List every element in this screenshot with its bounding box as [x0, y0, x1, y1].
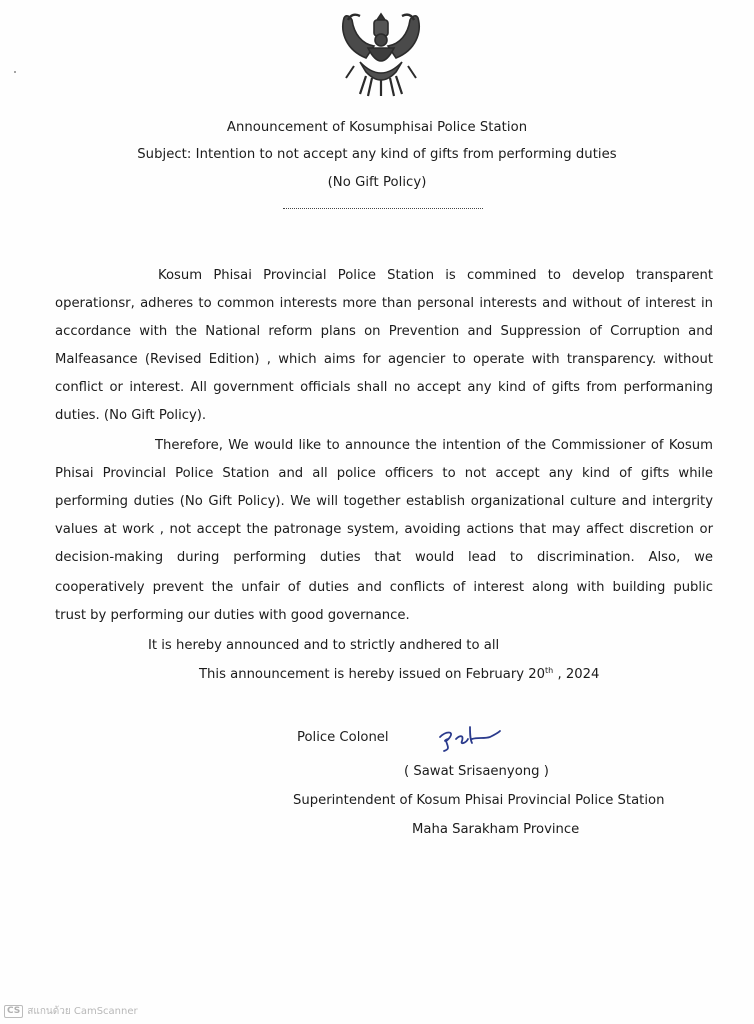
closing-statement: It is hereby announced and to strictly andhered to all: [148, 638, 500, 653]
paragraph1-line: Malfeasance (Revised Edition) , which aims for agencier to operate with transparency. without: [55, 352, 713, 367]
camscanner-watermark: [4, 1004, 138, 1019]
header-separator: [283, 208, 483, 211]
paragraph2-line: performing duties (No Gift Policy). We will together establish organizational culture and intergrity: [55, 494, 713, 509]
paragraph1-line: duties. (No Gift Policy).: [55, 408, 207, 423]
paragraph2-line: values at work , not accept the patronage system, avoiding actions that may affect discretion or: [55, 522, 713, 537]
issue-date-year: , 2024: [553, 667, 600, 682]
officer-rank: Police Colonel: [297, 730, 389, 745]
watermark-text: สแกนด้วย CamScanner: [27, 1006, 138, 1017]
issue-date-prefix: This announcement is hereby issued on February 20: [199, 667, 546, 682]
scan-speck: [14, 71, 16, 73]
province-name: Maha Sarakham Province: [412, 822, 580, 837]
paragraph1-line: accordance with the National reform plans on Prevention and Suppression of Corruption and: [55, 324, 713, 339]
paragraph1-line: conflict or interest. All government officials shall no accept any kind of gifts from performaning: [55, 380, 713, 395]
paragraph2-line: Phisai Provincial Police Station and all police officers to not accept any kind of gifts while: [55, 466, 713, 481]
garuda-emblem-icon: [336, 6, 426, 98]
paragraph2-line: trust by performing our duties with good governance.: [55, 608, 410, 623]
officer-position: Superintendent of Kosum Phisai Provincial Police Station: [293, 793, 665, 808]
camscanner-logo-icon: CS: [4, 1005, 23, 1018]
officer-name: ( Sawat Srisaenyong ): [404, 764, 549, 779]
issue-date: [199, 666, 599, 682]
paragraph2-line: Therefore, We would like to announce the intention of the Commissioner of Kosum: [155, 438, 713, 453]
announcement-subject: Subject: Intention to not accept any kind of gifts from performing duties: [137, 147, 617, 162]
paragraph1-line: operationsr, adheres to common interests more than personal interests and without of interest in: [55, 296, 713, 311]
paragraph2-line: cooperatively prevent the unfair of duties and conflicts of interest along with building public: [55, 580, 713, 595]
paragraph2-line: decision-making during performing duties that would lead to discrimination. Also, we: [55, 550, 713, 565]
signature-icon: [436, 723, 508, 753]
paragraph1-line: Kosum Phisai Provincial Police Station is commined to develop transparent: [158, 268, 713, 283]
policy-label: (No Gift Policy): [327, 175, 427, 190]
issue-date-suffix: th: [545, 666, 554, 675]
announcement-title: Announcement of Kosumphisai Police Station: [226, 120, 528, 135]
